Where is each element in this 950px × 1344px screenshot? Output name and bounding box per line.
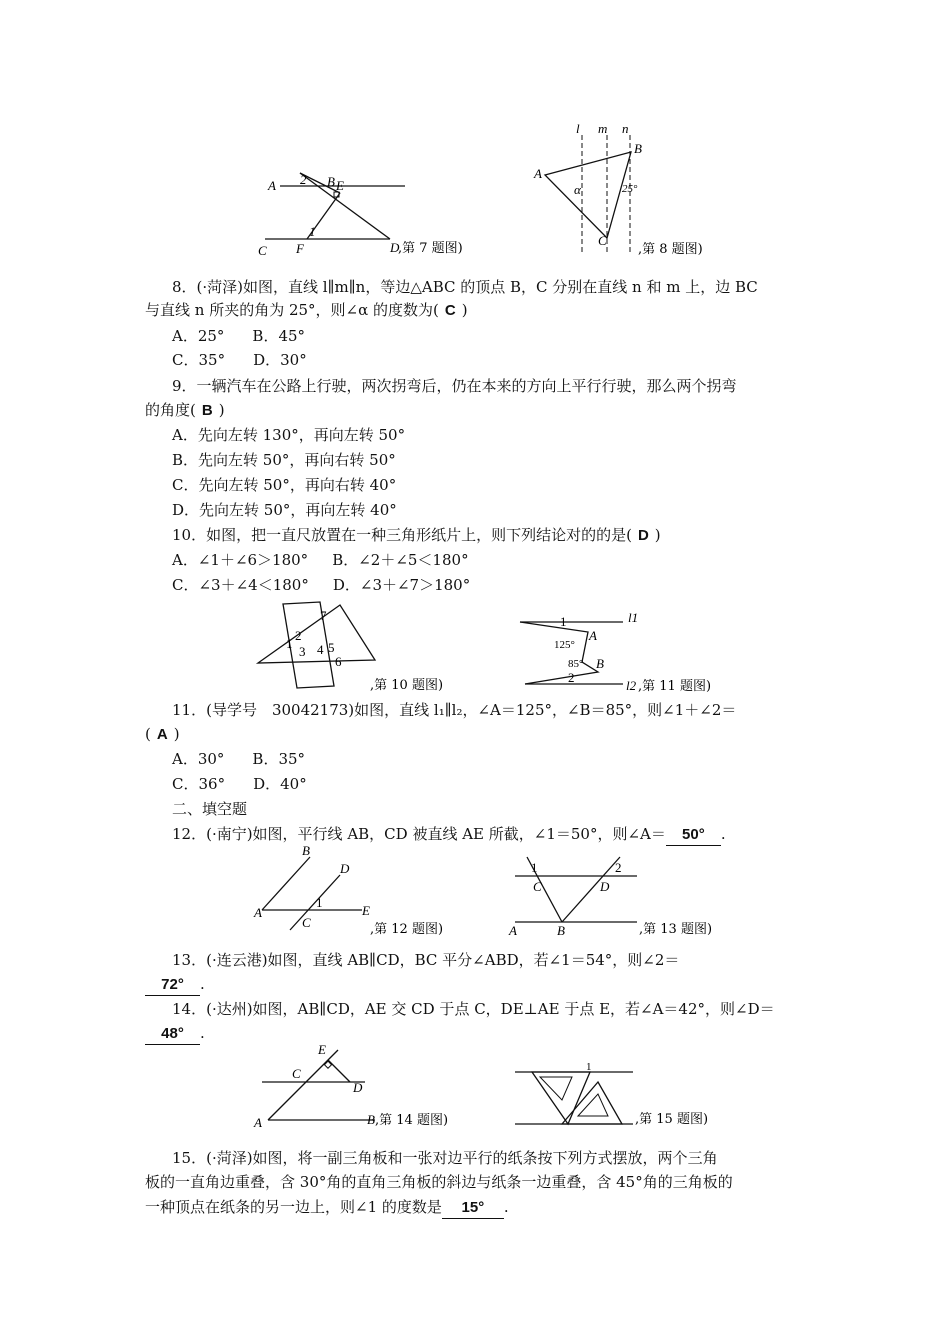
fig12-label-D: D: [340, 861, 350, 876]
fig7-label-D: D: [390, 240, 400, 255]
fig11-label-2: 2: [568, 670, 575, 685]
q9-line1: 9．一辆汽车在公路上行驶，两次拐弯后，仍在本来的方向上平行行驶，那么两个拐弯: [172, 377, 737, 395]
q8-line1: 8．(·菏泽)如图，直线 l∥m∥n，等边△ABC 的顶点 B，C 分别在直线 n 和 m 上，边 BC: [172, 278, 758, 296]
fig14-caption: ,第 14 题图): [375, 1113, 449, 1128]
fig14-label-A: A: [254, 1115, 262, 1130]
fig8-label-l: l: [576, 121, 580, 136]
fig15-caption: ,第 15 题图): [635, 1112, 709, 1127]
q8-line2: 与直线 n 所夹的角为 25°，则∠α 的度数为( C ): [145, 301, 468, 319]
q9-line2: 的角度( B ): [145, 401, 225, 419]
figure-12: [250, 845, 480, 940]
fig13-label-1: 1: [531, 860, 538, 875]
figure-14: [250, 1040, 490, 1130]
figure-8: [530, 120, 750, 260]
fig11-label-1: 1: [560, 614, 567, 629]
q13-answer: 72°: [145, 975, 200, 996]
q15-line1: 15．(·菏泽)如图，将一副三角板和一张对边平行的纸条按下列方式摆放，两个三角: [172, 1149, 718, 1167]
q11-answer: A: [156, 726, 168, 743]
fig7-label-C: C: [258, 243, 267, 258]
fig7-label-1: 1: [309, 224, 316, 239]
fig12-label-E: E: [362, 903, 370, 918]
fig8-label-m: m: [598, 121, 608, 136]
fig11-label-l2: l2: [626, 678, 637, 693]
fig7-label-F: F: [296, 241, 304, 256]
q14-answer: 48°: [145, 1024, 200, 1045]
q11-line1: 11．(导学号 30042173)如图，直线 l₁∥l₂，∠A＝125°，∠B＝85°，则∠1＋∠2＝: [172, 701, 737, 719]
q11-options-row2: C．36° D．40°: [172, 775, 307, 793]
fig8-label-n: n: [622, 121, 629, 136]
fig10-label-2: 2: [295, 628, 302, 643]
q8-options-row1: A．25° B．45°: [172, 327, 306, 345]
q13-line1: 13．(·连云港)如图，直线 AB∥CD，BC 平分∠ABD，若∠1＝54°，则∠2＝: [172, 951, 680, 969]
fig10-label-4: 4: [317, 642, 324, 657]
q15-line3: 一种顶点在纸条的另一边上，则∠1 的度数是 15° .: [145, 1197, 509, 1219]
fig8-label-25: 25°: [622, 183, 638, 195]
fig10-label-5: 5: [328, 640, 335, 655]
fig12-label-A: A: [254, 905, 262, 920]
fig10-caption: ,第 10 题图): [370, 678, 444, 693]
q10-options-row2: C．∠3＋∠4＜180° D．∠3＋∠7＞180°: [172, 576, 471, 594]
q10-answer: D: [637, 527, 649, 544]
fig7-label-2: 2: [300, 172, 307, 187]
fig7-label-A: A: [268, 178, 276, 193]
q9-option-b: B．先向左转 50°，再向右转 50°: [172, 451, 396, 469]
q15-line2: 板的一直角边重叠，含 30°角的直角三角板的斜边与纸条一边重叠，含 45°角的三角板的: [145, 1173, 733, 1191]
fig13-caption: ,第 13 题图): [639, 922, 713, 937]
fig11-label-A: A: [589, 628, 597, 643]
fig11-label-l1: l1: [628, 610, 639, 625]
fig8-caption: ,第 8 题图): [638, 242, 703, 257]
fig14-label-B: B: [367, 1112, 375, 1127]
fig13-label-B: B: [557, 923, 565, 938]
fig12-caption: ,第 12 题图): [370, 922, 444, 937]
fig11-caption: ,第 11 题图): [638, 679, 712, 694]
section-fill-in-heading: 二、填空题: [172, 800, 248, 818]
fig12-label-1: 1: [316, 895, 323, 910]
q11-options-row1: A．30° B．35°: [172, 750, 306, 768]
fig7-caption: ,第 7 题图): [398, 241, 463, 256]
q14-line2: 48° .: [145, 1023, 205, 1045]
q11-line2: ( A ): [145, 725, 180, 743]
fig10-label-6: 6: [335, 654, 342, 669]
fig13-label-C: C: [533, 879, 542, 894]
q14-line1: 14．(·达州)如图，AB∥CD，AE 交 CD 于点 C，DE⊥AE 于点 E，若∠A＝42°，则∠D＝: [172, 1000, 775, 1018]
fig13-label-D: D: [600, 879, 610, 894]
q10-options-row1: A．∠1＋∠6＞180° B．∠2＋∠5＜180°: [172, 551, 469, 569]
figure-13: [505, 855, 745, 940]
figure-10: [255, 600, 495, 700]
q8-options-row2: C．35° D．30°: [172, 351, 307, 369]
fig11-label-85: 85°: [568, 658, 584, 670]
fig14-label-C: C: [292, 1066, 301, 1081]
q9-option-c: C．先向左转 50°，再向右转 40°: [172, 476, 397, 494]
q10-line1: 10．如图，把一直尺放置在一种三角形纸片上，则下列结论对的的是( D ): [172, 526, 661, 544]
fig8-label-C: C: [598, 233, 607, 248]
q12-answer: 50°: [666, 825, 721, 846]
q8-answer: C: [444, 302, 456, 319]
q9-option-a: A．先向左转 130°，再向左转 50°: [172, 426, 406, 444]
fig14-label-D: D: [353, 1080, 363, 1095]
fig12-label-C: C: [302, 915, 311, 930]
fig11-label-125: 125°: [554, 639, 575, 651]
fig8-label-B: B: [634, 141, 642, 156]
q12-line1: 12．(·南宁)如图，平行线 AB，CD 被直线 AE 所截，∠1＝50°，则∠A＝ 50° .: [172, 824, 726, 846]
fig12-label-B: B: [302, 843, 310, 858]
figure-7: [250, 165, 520, 265]
fig8-label-alpha: α: [574, 182, 581, 197]
fig15-label-1: 1: [586, 1061, 592, 1073]
fig7-label-B: B: [327, 174, 335, 189]
fig13-label-A: A: [509, 923, 517, 938]
fig14-label-E: E: [318, 1042, 326, 1057]
fig10-label-3: 3: [299, 644, 306, 659]
q9-answer: B: [201, 402, 213, 419]
fig10-label-1: 1: [286, 636, 293, 651]
q15-answer: 15°: [442, 1198, 504, 1219]
figure-11: [510, 610, 750, 700]
fig8-label-A: A: [534, 166, 542, 181]
figure-15: [510, 1060, 750, 1130]
fig7-label-E: E: [336, 178, 344, 193]
fig10-label-7: 7: [320, 608, 327, 623]
fig13-label-2: 2: [615, 860, 622, 875]
q13-line2: 72° .: [145, 974, 205, 996]
q9-option-d: D．先向左转 50°，再向左转 40°: [172, 501, 397, 519]
fig11-label-B: B: [596, 656, 604, 671]
